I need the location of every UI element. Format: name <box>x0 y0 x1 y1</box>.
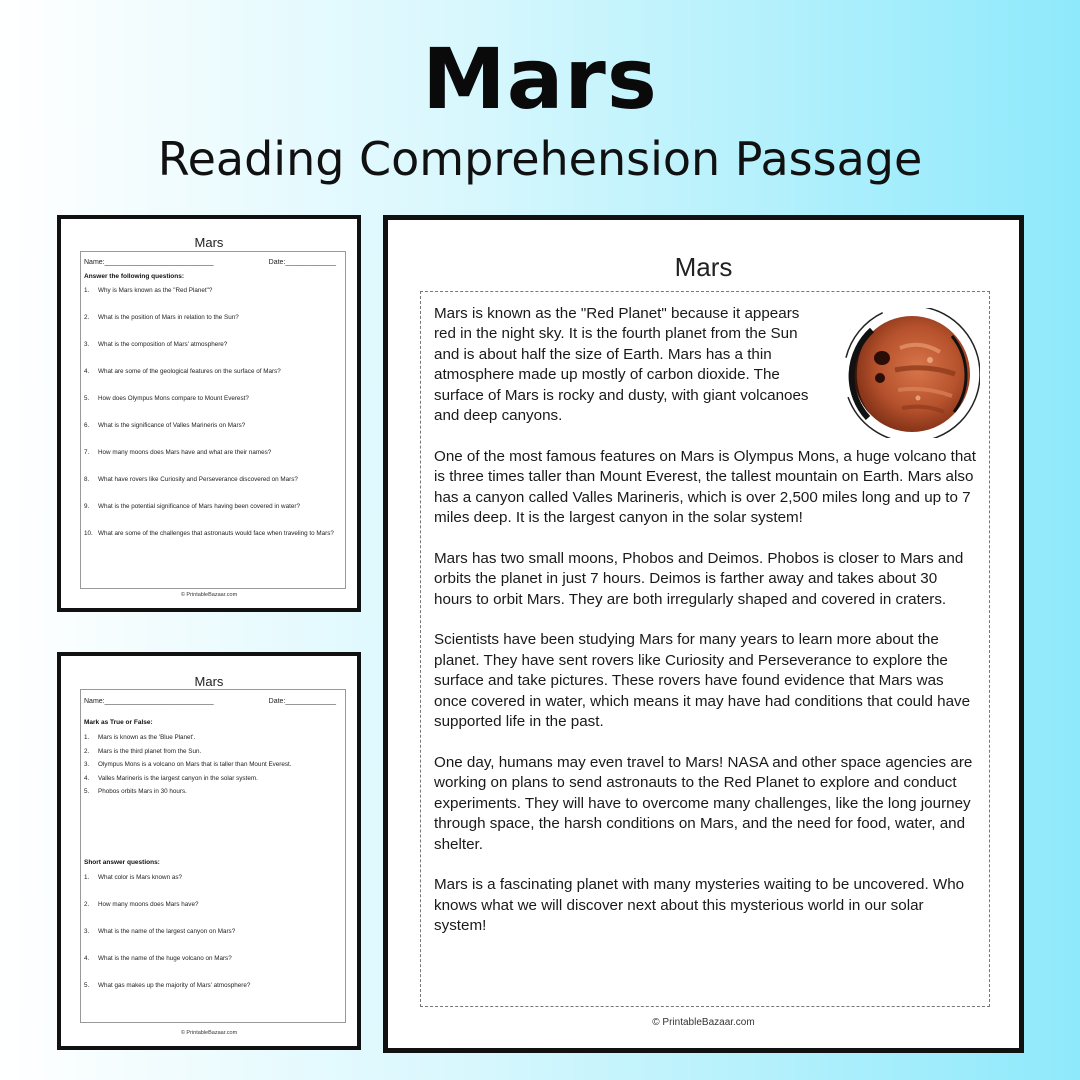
question-text: What is the significance of Valles Marineris on Mars? <box>98 422 246 429</box>
question-text: What is the potential significance of Mars having been covered in water? <box>98 503 300 510</box>
question-number: 4. <box>84 955 90 962</box>
passage-footer: © PrintableBazaar.com <box>652 1017 755 1028</box>
question-item <box>84 955 335 963</box>
question-item <box>84 287 335 295</box>
passage-paragraph: Mars is a fascinating planet with many mysteries waiting to be uncovered. Who knows what we will discover next about this mysterious world in our solar system! <box>434 876 965 935</box>
question-item <box>84 874 335 882</box>
question-text: What are some of the geological features on the surface of Mars? <box>98 368 281 375</box>
question-item <box>84 476 335 484</box>
question-number: 2. <box>84 314 90 321</box>
passage-paragraph: One of the most famous features on Mars is Olympus Mons, a huge volcano that is three times taller than Mount Everest, the tallest mountain on Earth. Mars also has a canyon called Valles Marineris, which is over 2,500 miles long and up to 7 miles deep. It is the largest canyon in the solar system! <box>434 447 976 527</box>
question-item <box>84 314 335 322</box>
question-number: 2. <box>84 747 90 755</box>
question-item <box>84 788 335 796</box>
question-text: Phobos orbits Mars in 30 hours. <box>98 788 187 795</box>
passage-text <box>434 304 979 957</box>
worksheet-footer: © PrintableBazaar.com <box>180 592 238 598</box>
question-item <box>84 775 335 783</box>
question-item <box>84 422 335 430</box>
question-text: What is the name of the largest canyon on Mars? <box>98 928 236 935</box>
question-text: What is the position of Mars in relation to the Sun? <box>98 314 239 321</box>
question-text: Valles Marineris is the largest canyon in the solar system. <box>98 774 258 782</box>
question-text: What is the name of the huge volcano on Mars? <box>98 955 232 962</box>
question-text: Olympus Mons is a volcano on Mars that is taller than Mount Everest. <box>98 761 292 768</box>
question-item <box>84 734 335 742</box>
question-text: How many moons does Mars have and what are their names? <box>98 449 272 456</box>
name-field: Name:____________________________ <box>84 259 214 266</box>
question-number: 5. <box>84 788 90 795</box>
question-number: 8. <box>84 476 90 483</box>
name-field: Name:____________________________ <box>84 698 214 705</box>
question-item <box>84 449 335 457</box>
question-item <box>84 982 335 990</box>
question-number: 1. <box>84 734 90 741</box>
passage-page <box>383 215 1024 1053</box>
date-field: Date:_____________ <box>268 698 336 705</box>
question-text: How many moons does Mars have? <box>98 901 199 908</box>
question-number: 1. <box>84 874 90 881</box>
question-number: 6. <box>84 422 90 429</box>
question-number: 3. <box>84 928 90 935</box>
worksheet-true-false <box>57 652 361 1050</box>
worksheet-footer: © PrintableBazaar.com <box>180 1030 238 1036</box>
worksheet-title: Mars <box>194 674 224 689</box>
question-number: 7. <box>84 449 90 456</box>
question-number: 2. <box>84 901 90 908</box>
passage-paragraph: Scientists have been studying Mars for many years to learn more about the planet. They have sent rovers like Curiosity and Perseverance to explore the surface and take pictures. These rovers have found evidence that Mars was once covered in water, which means it may have had conditions that could have supported life in the past. <box>434 631 971 731</box>
worksheet-title: Mars <box>194 235 224 250</box>
page-title: Mars <box>422 30 658 128</box>
question-item <box>84 395 335 403</box>
question-text: Mars is known as the 'Blue Planet'. <box>98 734 196 741</box>
true-false-heading: Mark as True or False: <box>84 719 153 726</box>
short-answer-list <box>84 874 335 1009</box>
questions-heading: Answer the following questions: <box>84 273 185 280</box>
question-item <box>84 368 335 376</box>
passage-paragraph: Mars has two small moons, Phobos and Deimos. Phobos is closer to Mars and orbits the planet in just 7 hours. Deimos is farther away and takes about 30 hours to orbit Mars. They are both irregularly shaped and covered in craters. <box>434 549 964 608</box>
question-number: 5. <box>84 395 90 402</box>
question-number: 5. <box>84 982 90 989</box>
worksheet-questions <box>57 215 361 612</box>
passage-paragraph: Mars is known as the "Red Planet" because it appears red in the night sky. It is the fourth planet from the Sun and is about half the size of Earth. Mars has a thin atmosphere made up mostly of carbon dioxide. The surface of Mars is rocky and dusty, with giant volcanoes and deep canyons. <box>434 305 809 425</box>
question-item <box>84 530 335 538</box>
question-list <box>84 287 335 557</box>
question-text: What are some of the challenges that astronauts would face when traveling to Mars? <box>98 530 334 537</box>
question-number: 10. <box>84 530 93 537</box>
short-answer-heading: Short answer questions: <box>84 859 160 866</box>
passage-title: Mars <box>674 252 733 282</box>
question-item <box>84 341 335 349</box>
true-false-list <box>84 734 335 802</box>
question-number: 3. <box>84 761 90 768</box>
question-number: 1. <box>84 287 90 294</box>
question-number: 4. <box>84 774 90 782</box>
question-item <box>84 928 335 936</box>
question-item <box>84 761 335 769</box>
question-item <box>84 503 335 511</box>
question-text: What color is Mars known as? <box>98 874 182 881</box>
question-text: What have rovers like Curiosity and Perseverance discovered on Mars? <box>98 476 298 483</box>
question-text: What is the composition of Mars' atmosphere? <box>98 341 228 348</box>
page-subtitle: Reading Comprehension Passage <box>157 132 923 186</box>
question-text: Mars is the third planet from the Sun. <box>98 747 202 755</box>
passage-paragraph: One day, humans may even travel to Mars! NASA and other space agencies are working on plans to send astronauts to the Red Planet to explore and conduct experiments. They will have to overcome many challenges, like the long journey through space, the harsh conditions on Mars, and the need for food, water, and shelter. <box>434 753 973 853</box>
question-item <box>84 748 335 756</box>
question-item <box>84 901 335 909</box>
question-text: What gas makes up the majority of Mars' atmosphere? <box>98 982 251 989</box>
date-field: Date:_____________ <box>268 259 336 266</box>
question-number: 9. <box>84 503 90 510</box>
question-text: Why is Mars known as the "Red Planet"? <box>98 287 213 294</box>
question-number: 3. <box>84 341 90 348</box>
question-text: How does Olympus Mons compare to Mount Everest? <box>98 395 249 402</box>
question-number: 4. <box>84 368 90 375</box>
